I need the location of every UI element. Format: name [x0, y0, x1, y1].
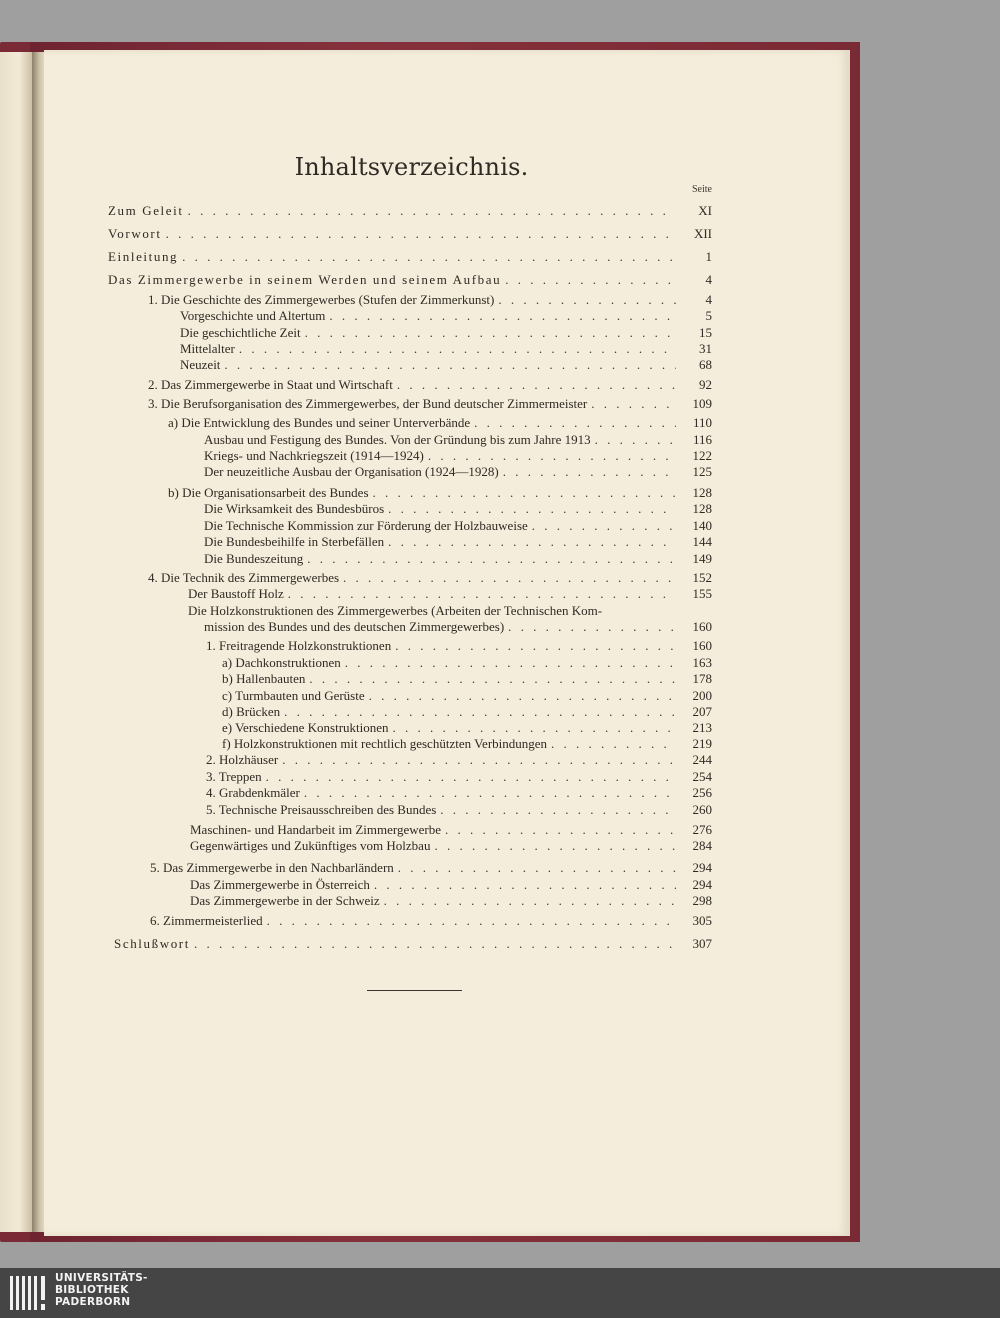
toc-entry-page: 207	[692, 704, 712, 719]
leader-dots	[591, 396, 676, 412]
toc-entry	[204, 462, 712, 480]
leader-dots	[194, 936, 676, 952]
toc-entry-page: 219	[692, 736, 712, 751]
toc-entry-label: f) Holzkonstruktionen mit rechtlich geschützten Verbindungen	[222, 736, 548, 751]
toc-entry-label: 3. Die Berufsorganisation des Zimmergewerbes, der Bund deutscher Zimmermeister	[148, 396, 588, 411]
toc-entry-label: b) Die Organisationsarbeit des Bundes	[168, 485, 369, 500]
leader-dots	[304, 785, 676, 801]
toc-entry-page: 4	[705, 292, 712, 307]
toc-entry-page: 144	[692, 534, 712, 549]
toc-entry-page: 163	[692, 655, 712, 670]
toc-entry-page: 5	[705, 308, 712, 323]
leader-dots	[388, 501, 676, 517]
leader-dots	[395, 638, 676, 654]
toc-entry-label: 4. Grabdenkmäler	[206, 785, 300, 800]
toc-entry	[150, 911, 712, 929]
toc-entry-page: 160	[692, 638, 712, 653]
toc-entry-page: 294	[692, 860, 712, 875]
toc-entry-page: 244	[692, 752, 712, 767]
toc-entry	[204, 617, 712, 635]
toc-entry-label: a) Die Entwicklung des Bundes und seiner Unterverbände	[168, 415, 471, 430]
toc-entry	[206, 783, 712, 801]
leader-dots	[398, 860, 676, 876]
toc-entry-label: 3. Treppen	[206, 769, 262, 784]
toc-entry-label: Zum Geleit	[108, 203, 184, 218]
toc-entry-page: 125	[692, 464, 712, 479]
toc-entry-label: Das Zimmergewerbe in Österreich	[190, 877, 370, 892]
toc-entry	[204, 499, 712, 517]
toc-entry-page: 284	[692, 838, 712, 853]
toc-entry-page: 92	[699, 377, 712, 392]
toc-entry	[206, 750, 712, 768]
toc-entry-label: Die Holzkonstruktionen des Zimmergewerbes (Arbeiten der Technischen Kom-	[188, 603, 603, 618]
toc-entry-label: Vorgeschichte und Altertum	[180, 308, 326, 323]
toc-entry-page: 149	[692, 551, 712, 566]
toc-entry-label: Kriegs- und Nachkriegszeit (1914—1924)	[204, 448, 424, 463]
toc-entry	[108, 270, 712, 288]
toc-entry	[168, 413, 712, 431]
toc-entry-label: 2. Das Zimmergewerbe in Staat und Wirtschaft	[148, 377, 393, 392]
toc-entry-label: Die geschichtliche Zeit	[180, 325, 301, 340]
toc-entry-label: 1. Freitragende Holzkonstruktionen	[206, 638, 392, 653]
toc-entry-page: 31	[699, 341, 712, 356]
toc-entry	[206, 636, 712, 654]
leader-dots	[329, 308, 676, 324]
toc-entry-page: 294	[692, 877, 712, 892]
toc-entry	[180, 306, 712, 324]
toc-entry-page: 128	[692, 501, 712, 516]
toc-entry	[204, 532, 712, 550]
footer-bar	[0, 1268, 1000, 1318]
toc-entry-page: 140	[692, 518, 712, 533]
toc-entry-label: a) Dachkonstruktionen	[222, 655, 341, 670]
toc-entry-label: Der neuzeitliche Ausbau der Organisation (1924—1928)	[204, 464, 499, 479]
toc-entry-label: Schlußwort	[114, 936, 190, 951]
toc-entry-page: 152	[692, 570, 712, 585]
toc-entry-label: Einleitung	[108, 249, 179, 264]
leader-dots	[309, 671, 676, 687]
toc-entry-label: mission des Bundes und des deutschen Zimmergewerbes)	[204, 619, 505, 634]
toc-entry	[148, 394, 712, 412]
toc-entry-label: Maschinen- und Handarbeit im Zimmergewerbe	[190, 822, 442, 837]
leader-dots	[166, 226, 676, 242]
toc-entry-label: e) Verschiedene Konstruktionen	[222, 720, 389, 735]
toc-entry-label: Vorwort	[108, 226, 162, 241]
leader-dots	[182, 249, 676, 265]
toc-entry-page: XI	[698, 203, 712, 218]
toc-entry-page: 276	[692, 822, 712, 837]
toc-entry-label: 5. Technische Preisausschreiben des Bundes	[206, 802, 437, 817]
toc-entry-page: 213	[692, 720, 712, 735]
leader-dots	[440, 802, 676, 818]
toc-entry-label: Der Baustoff Holz	[188, 586, 284, 601]
toc-entry-label: Ausbau und Festigung des Bundes. Von der Gründung bis zum Jahre 1913	[204, 432, 591, 447]
toc-entry-label: Gegenwärtiges und Zukünftiges vom Holzbau	[190, 838, 431, 853]
toc-entry-page: 116	[692, 432, 712, 447]
toc-entry-label: 1. Die Geschichte des Zimmergewerbes (Stufen der Zimmerkunst)	[148, 292, 495, 307]
toc-entry-label: Die Bundesbeihilfe in Sterbefällen	[204, 534, 385, 549]
toc-entry-page: 128	[692, 485, 712, 500]
leader-dots	[434, 838, 676, 854]
toc-entry-page: 200	[692, 688, 712, 703]
toc-entry	[206, 800, 712, 818]
toc-entry	[204, 549, 712, 567]
toc-entry	[108, 201, 712, 219]
library-name-line: BIBLIOTHEK	[55, 1284, 129, 1296]
toc-entry	[108, 224, 712, 242]
toc-entry-label: 4. Die Technik des Zimmergewerbes	[148, 570, 340, 585]
toc-entry-label: Das Zimmergewerbe in seinem Werden und seinem Aufbau	[108, 272, 502, 287]
library-name-line: PADERBORN	[55, 1296, 131, 1308]
leader-dots	[505, 272, 676, 288]
toc-entry-page: 160	[692, 619, 712, 634]
toc-entry	[150, 858, 712, 876]
toc-entry-page: 298	[692, 893, 712, 908]
toc-entry	[190, 836, 712, 854]
leader-dots	[397, 377, 676, 393]
toc-entry-page: 305	[692, 913, 712, 928]
toc-entry-page: 110	[692, 415, 712, 430]
toc-entry-label: c) Turmbauten und Gerüste	[222, 688, 365, 703]
toc-entry-page: 122	[692, 448, 712, 463]
toc-entry-page: 260	[692, 802, 712, 817]
toc-entry-page: 109	[692, 396, 712, 411]
toc-entry-label: Mittelalter	[180, 341, 235, 356]
leader-dots	[307, 551, 676, 567]
leader-dots	[267, 913, 676, 929]
toc-entry-label: Die Bundeszeitung	[204, 551, 304, 566]
leader-dots	[224, 357, 676, 373]
toc-entry-label: 6. Zimmermeisterlied	[150, 913, 263, 928]
toc-entry-label: Das Zimmergewerbe in der Schweiz	[190, 893, 380, 908]
leader-dots	[508, 619, 676, 635]
toc-entry-page: 15	[699, 325, 712, 340]
toc-entry	[188, 584, 712, 602]
toc-entry	[148, 375, 712, 393]
toc-entry-label: Neuzeit	[180, 357, 221, 372]
toc-entry-label: 5. Das Zimmergewerbe in den Nachbarländern	[150, 860, 394, 875]
toc-entry-page: 1	[705, 249, 712, 264]
closing-rule	[367, 990, 462, 991]
toc-entry-page: 256	[692, 785, 712, 800]
toc-entry	[222, 669, 712, 687]
toc-entry	[114, 934, 712, 952]
toc-entry-page: 254	[692, 769, 712, 784]
page-title: Inhaltsverzeichnis.	[294, 153, 529, 181]
toc-entry-label: b) Hallenbauten	[222, 671, 306, 686]
toc-entry-page: 68	[699, 357, 712, 372]
leader-dots	[474, 415, 676, 431]
toc-entry	[180, 355, 712, 373]
leader-dots	[282, 752, 676, 768]
toc-entry-page: XII	[693, 226, 712, 241]
toc-entry-label: d) Brücken	[222, 704, 281, 719]
toc-entry-label: Die Wirksamkeit des Bundesbüros	[204, 501, 385, 516]
toc-entry-label: Die Technische Kommission zur Förderung der Holzbauweise	[204, 518, 528, 533]
toc-entry-page: 4	[705, 272, 712, 287]
toc-entry-page: 178	[692, 671, 712, 686]
toc-entry-page: 155	[692, 586, 712, 601]
toc-entry	[190, 891, 712, 909]
page-column-label: Seite	[692, 184, 712, 195]
leader-dots	[288, 586, 676, 602]
toc-entry	[108, 247, 712, 265]
leader-dots	[388, 534, 676, 550]
leader-dots	[384, 893, 676, 909]
leader-dots	[188, 203, 676, 219]
library-name-line: UNIVERSITÄTS-	[55, 1272, 148, 1284]
toc-entry-label: 2. Holzhäuser	[206, 752, 279, 767]
toc-entry-page: 307	[692, 936, 712, 951]
library-name	[55, 1272, 148, 1308]
library-logo-icon	[8, 1272, 48, 1314]
leader-dots	[503, 464, 676, 480]
